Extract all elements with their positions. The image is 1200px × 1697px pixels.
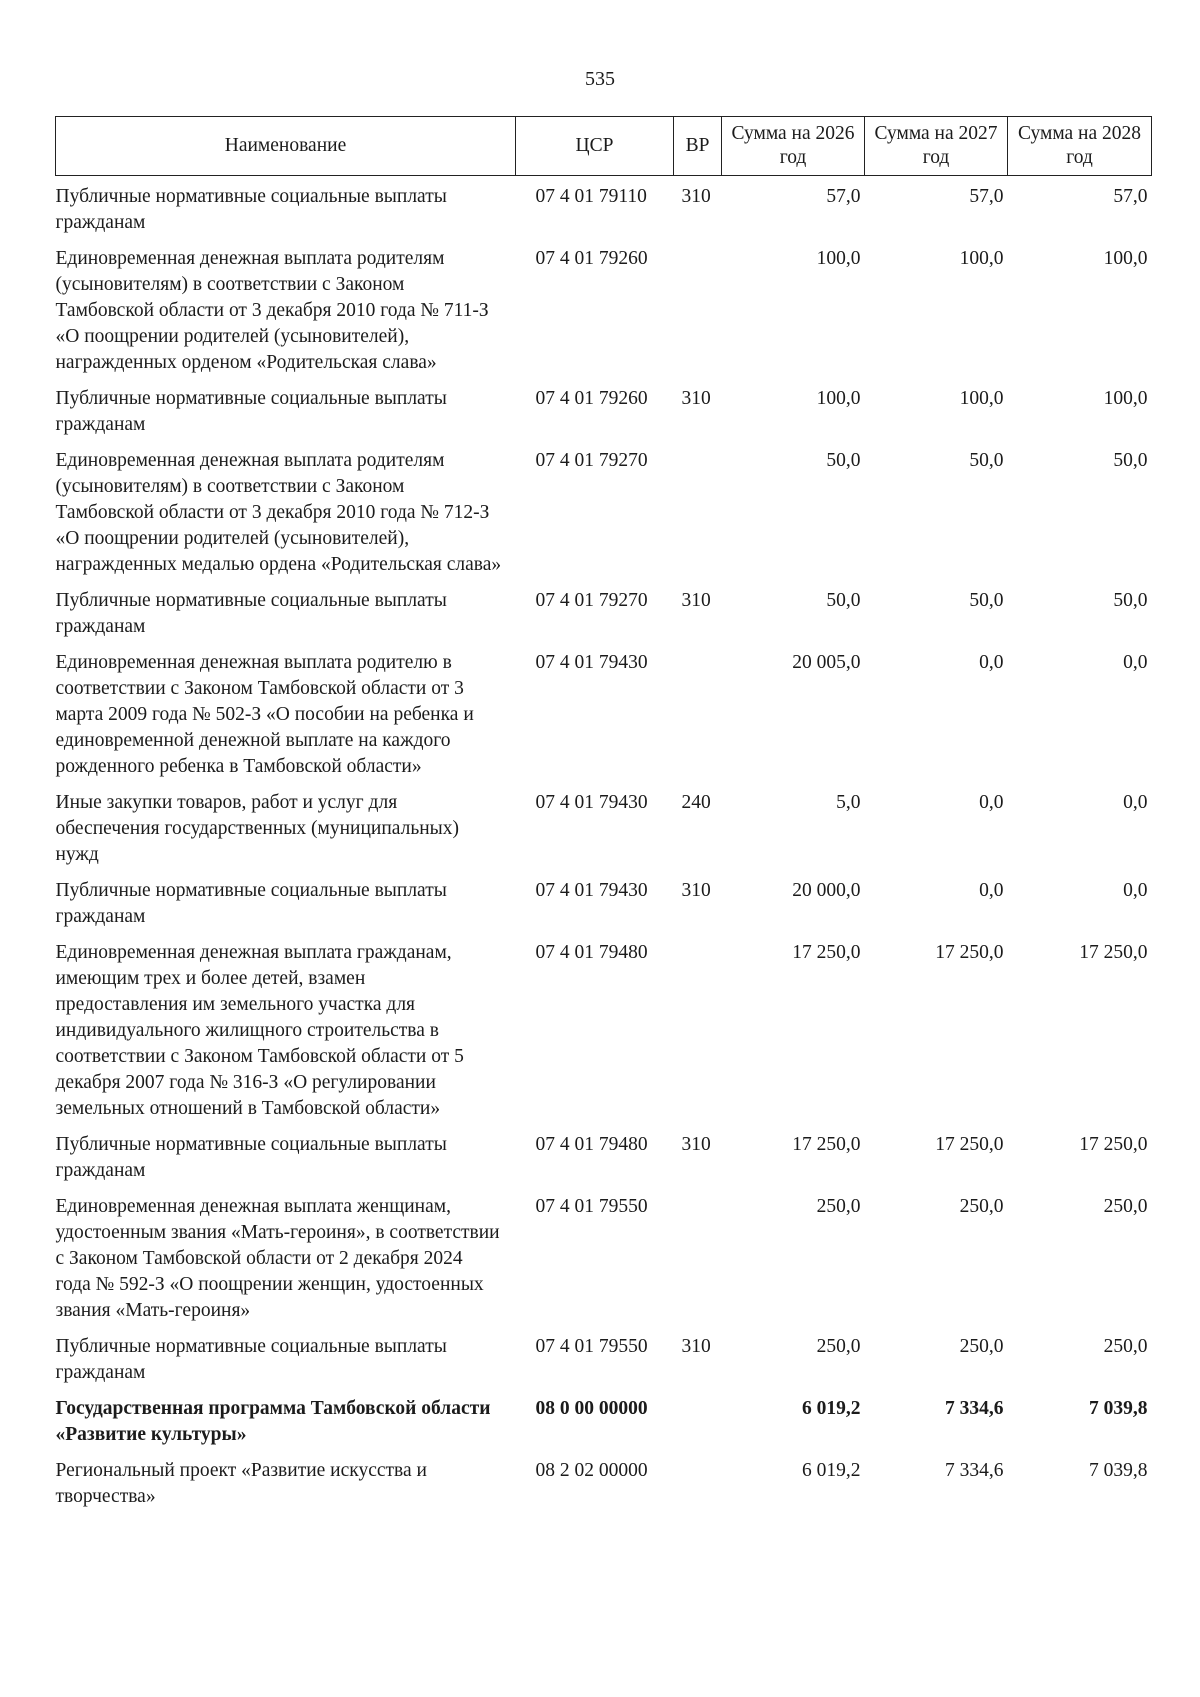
row-name: Публичные нормативные социальные выплаты гражданам <box>55 590 447 637</box>
table-row <box>56 1388 1152 1450</box>
row-name: Единовременная денежная выплата родителям (усыновителям) в соответствии с Законом Тамбовской области от 3 декабря 2010 года № 711-З «О поощрении родителей (усыновителей), награжденных орденом «Родительская слава» <box>55 248 489 373</box>
table-row <box>56 782 1152 870</box>
row-sum-2028: 50,0 <box>1113 590 1148 611</box>
row-vr: 240 <box>681 792 711 813</box>
header-sum-2026: Сумма на 2026 год <box>722 117 865 176</box>
row-sum-2027: 250,0 <box>959 1336 1004 1357</box>
header-vr: ВР <box>674 117 722 176</box>
row-sum-2026: 57,0 <box>826 186 861 207</box>
row-name: Публичные нормативные социальные выплаты гражданам <box>55 186 447 233</box>
row-sum-2027: 50,0 <box>969 590 1004 611</box>
row-sum-2028: 0,0 <box>1123 652 1148 673</box>
row-sum-2027: 0,0 <box>979 792 1004 813</box>
row-csr: 07 4 01 79270 <box>535 590 648 611</box>
row-csr: 07 4 01 79110 <box>535 186 647 207</box>
row-sum-2027: 7 334,6 <box>945 1398 1004 1419</box>
row-sum-2028: 0,0 <box>1123 792 1148 813</box>
row-name: Публичные нормативные социальные выплаты гражданам <box>55 1134 447 1181</box>
table-header <box>56 117 1152 176</box>
row-sum-2026: 50,0 <box>826 450 861 471</box>
row-vr: 310 <box>681 1336 711 1357</box>
row-sum-2028: 57,0 <box>1113 186 1148 207</box>
row-sum-2027: 57,0 <box>969 186 1004 207</box>
row-csr: 07 4 01 79550 <box>535 1196 648 1217</box>
row-sum-2028: 17 250,0 <box>1079 1134 1148 1155</box>
row-sum-2026: 17 250,0 <box>792 1134 861 1155</box>
row-vr <box>674 238 722 378</box>
row-csr: 07 4 01 79260 <box>535 388 648 409</box>
row-csr: 07 4 01 79430 <box>535 792 648 813</box>
table-row <box>56 238 1152 378</box>
row-sum-2027: 100,0 <box>959 248 1004 269</box>
row-sum-2028: 50,0 <box>1113 450 1148 471</box>
row-vr: 310 <box>681 590 711 611</box>
row-name: Иные закупки товаров, работ и услуг для обеспечения государственных (муниципальных) нужд <box>55 792 460 865</box>
table-row <box>56 870 1152 932</box>
row-csr: 07 4 01 79270 <box>535 450 648 471</box>
table-row <box>56 932 1152 1124</box>
row-sum-2027: 50,0 <box>969 450 1004 471</box>
header-sum-2027: Сумма на 2027 год <box>865 117 1008 176</box>
row-vr: 310 <box>681 880 711 901</box>
row-vr <box>674 1450 722 1512</box>
row-sum-2026: 50,0 <box>826 590 861 611</box>
row-sum-2026: 20 005,0 <box>792 652 861 673</box>
row-sum-2028: 100,0 <box>1103 388 1148 409</box>
row-vr <box>674 1388 722 1450</box>
row-sum-2027: 7 334,6 <box>945 1460 1004 1481</box>
row-sum-2026: 250,0 <box>816 1196 861 1217</box>
table-row <box>56 580 1152 642</box>
table-row <box>56 1450 1152 1512</box>
row-name: Единовременная денежная выплата женщинам, удостоенным звания «Мать-героиня», в соответствии с Законом Тамбовской области от 2 декабря 2024 года № 592-З «О поощрении женщин, удостоенных звания «Мать-героиня» <box>55 1196 500 1321</box>
page-number: 535 <box>585 68 615 90</box>
header-row <box>56 117 1152 176</box>
row-vr <box>674 932 722 1124</box>
row-sum-2026: 5,0 <box>836 792 861 813</box>
row-sum-2028: 7 039,8 <box>1089 1460 1148 1481</box>
row-sum-2027: 0,0 <box>979 880 1004 901</box>
row-sum-2028: 0,0 <box>1123 880 1148 901</box>
table-row <box>56 440 1152 580</box>
row-vr <box>674 440 722 580</box>
header-sum-2028: Сумма на 2028 год <box>1008 117 1152 176</box>
row-csr: 08 2 02 00000 <box>535 1460 648 1481</box>
row-vr: 310 <box>681 186 711 207</box>
row-sum-2028: 250,0 <box>1103 1196 1148 1217</box>
table-row <box>56 1186 1152 1326</box>
row-sum-2026: 100,0 <box>816 388 861 409</box>
row-csr: 07 4 01 79430 <box>535 880 648 901</box>
row-name: Единовременная денежная выплата родителям (усыновителям) в соответствии с Законом Тамбовской области от 3 декабря 2010 года № 712-З «О поощрении родителей (усыновителей), награжденных медалью ордена «Родительская слава» <box>55 450 502 575</box>
row-csr: 07 4 01 79550 <box>535 1336 648 1357</box>
table-row <box>56 1326 1152 1388</box>
budget-table <box>55 116 1152 1512</box>
table-row <box>56 642 1152 782</box>
header-csr: ЦСР <box>516 117 674 176</box>
header-name: Наименование <box>56 117 516 176</box>
row-sum-2028: 250,0 <box>1103 1336 1148 1357</box>
row-sum-2028: 100,0 <box>1103 248 1148 269</box>
row-sum-2026: 100,0 <box>816 248 861 269</box>
row-sum-2026: 17 250,0 <box>792 942 861 963</box>
row-vr <box>674 642 722 782</box>
row-csr: 07 4 01 79480 <box>535 1134 648 1155</box>
row-sum-2026: 20 000,0 <box>792 880 861 901</box>
row-name: Публичные нормативные социальные выплаты гражданам <box>55 388 447 435</box>
row-sum-2026: 6 019,2 <box>802 1460 861 1481</box>
table-body <box>56 176 1152 1513</box>
row-sum-2027: 17 250,0 <box>935 1134 1004 1155</box>
row-name: Государственная программа Тамбовской области «Развитие культуры» <box>55 1398 491 1445</box>
table-row <box>56 176 1152 239</box>
row-sum-2027: 100,0 <box>959 388 1004 409</box>
row-name: Единовременная денежная выплата родителю в соответствии с Законом Тамбовской области от 3 марта 2009 года № 502-З «О пособии на ребенка и единовременной денежной выплате на каждого рожденного ребенка в Тамбовской области» <box>55 652 474 777</box>
table-row <box>56 378 1152 440</box>
row-vr <box>674 1186 722 1326</box>
row-csr: 07 4 01 79430 <box>535 652 648 673</box>
row-sum-2026: 250,0 <box>816 1336 861 1357</box>
row-csr: 07 4 01 79480 <box>535 942 648 963</box>
row-vr: 310 <box>681 1134 711 1155</box>
table-row <box>56 1124 1152 1186</box>
row-sum-2027: 250,0 <box>959 1196 1004 1217</box>
row-sum-2028: 17 250,0 <box>1079 942 1148 963</box>
row-sum-2027: 0,0 <box>979 652 1004 673</box>
row-csr: 07 4 01 79260 <box>535 248 648 269</box>
row-name: Региональный проект «Развитие искусства и творчества» <box>55 1460 427 1507</box>
row-sum-2028: 7 039,8 <box>1089 1398 1148 1419</box>
row-sum-2026: 6 019,2 <box>802 1398 861 1419</box>
row-name: Публичные нормативные социальные выплаты гражданам <box>55 1336 447 1383</box>
row-csr: 08 0 00 00000 <box>535 1398 648 1419</box>
row-name: Публичные нормативные социальные выплаты гражданам <box>55 880 447 927</box>
row-name: Единовременная денежная выплата гражданам, имеющим трех и более детей, взамен предоставления им земельного участка для индивидуального жилищного строительства в соответствии с Законом Тамбовской области от 5 декабря 2007 года № 316-З «О регулировании земельных отношений в Тамбовской области» <box>55 942 464 1119</box>
row-vr: 310 <box>681 388 711 409</box>
row-sum-2027: 17 250,0 <box>935 942 1004 963</box>
